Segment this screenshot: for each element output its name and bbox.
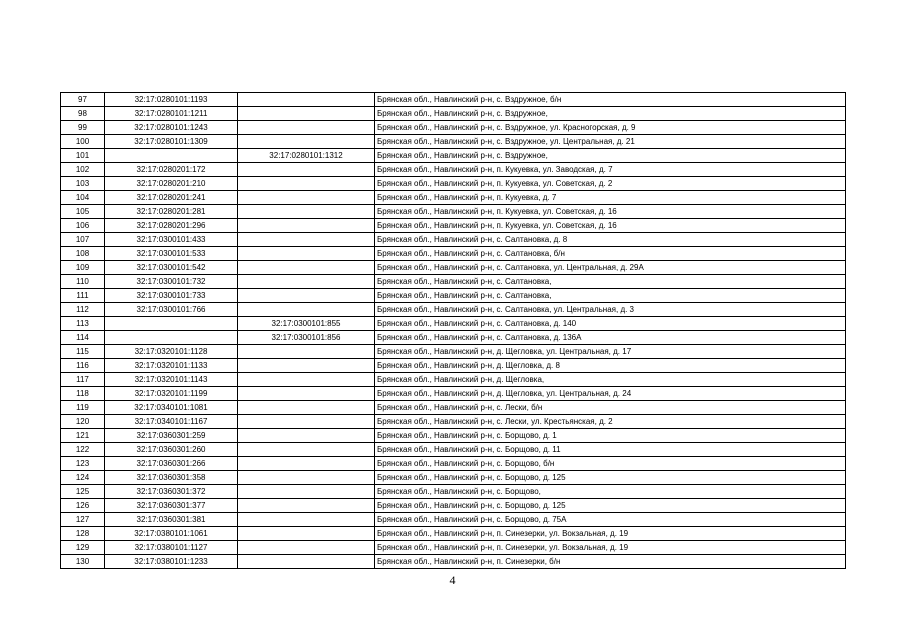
- cadastral-number-cell: 32:17:0340101:1167: [105, 415, 238, 429]
- row-number-cell: 127: [61, 513, 105, 527]
- row-number-cell: 104: [61, 191, 105, 205]
- address-cell: Брянская обл., Навлинский р-н, с. Борщово,: [375, 485, 846, 499]
- row-number-cell: 102: [61, 163, 105, 177]
- cadastral-number-alt-cell: [238, 219, 375, 233]
- row-number-cell: 97: [61, 93, 105, 107]
- table-row: [61, 415, 846, 429]
- cadastral-number-cell: 32:17:0360301:377: [105, 499, 238, 513]
- table-row: [61, 429, 846, 443]
- cadastral-number-cell: 32:17:0360301:266: [105, 457, 238, 471]
- row-number-cell: 123: [61, 457, 105, 471]
- row-number-cell: 120: [61, 415, 105, 429]
- cadastral-number-cell: 32:17:0280101:1309: [105, 135, 238, 149]
- row-number-cell: 100: [61, 135, 105, 149]
- address-cell: Брянская обл., Навлинский р-н, п. Синезерки, б/н: [375, 555, 846, 569]
- cadastral-number-cell: 32:17:0280201:210: [105, 177, 238, 191]
- cadastral-number-alt-cell: [238, 555, 375, 569]
- row-number-cell: 122: [61, 443, 105, 457]
- address-cell: Брянская обл., Навлинский р-н, д. Щегловка,: [375, 373, 846, 387]
- address-cell: Брянская обл., Навлинский р-н, с. Лески, ул. Крестьянская, д. 2: [375, 415, 846, 429]
- row-number-cell: 126: [61, 499, 105, 513]
- cadastral-number-cell: [105, 149, 238, 163]
- row-number-cell: 114: [61, 331, 105, 345]
- address-cell: Брянская обл., Навлинский р-н, п. Кукуевка, ул. Советская, д. 2: [375, 177, 846, 191]
- address-cell: Брянская обл., Навлинский р-н, п. Кукуевка, ул. Советская, д. 16: [375, 205, 846, 219]
- table-row: [61, 499, 846, 513]
- cadastral-number-cell: 32:17:0300101:733: [105, 289, 238, 303]
- table-row: [61, 93, 846, 107]
- cadastral-number-alt-cell: [238, 471, 375, 485]
- table-row: [61, 205, 846, 219]
- cadastral-number-cell: 32:17:0380101:1127: [105, 541, 238, 555]
- address-cell: Брянская обл., Навлинский р-н, с. Борщово, д. 11: [375, 443, 846, 457]
- table-row: [61, 289, 846, 303]
- cadastral-number-cell: 32:17:0300101:766: [105, 303, 238, 317]
- table-row: [61, 135, 846, 149]
- row-number-cell: 98: [61, 107, 105, 121]
- cadastral-number-alt-cell: [238, 163, 375, 177]
- cadastral-number-cell: 32:17:0340101:1081: [105, 401, 238, 415]
- address-cell: Брянская обл., Навлинский р-н, с. Вздружное,: [375, 149, 846, 163]
- address-cell: Брянская обл., Навлинский р-н, п. Синезерки, ул. Вокзальная, д. 19: [375, 527, 846, 541]
- cadastral-number-alt-cell: [238, 415, 375, 429]
- address-cell: Брянская обл., Навлинский р-н, с. Борщово, д. 1: [375, 429, 846, 443]
- cadastral-number-cell: 32:17:0300101:433: [105, 233, 238, 247]
- table-row: [61, 275, 846, 289]
- cadastral-number-cell: 32:17:0280201:241: [105, 191, 238, 205]
- cadastral-number-alt-cell: [238, 275, 375, 289]
- cadastral-number-alt-cell: [238, 345, 375, 359]
- cadastral-number-alt-cell: [238, 401, 375, 415]
- cadastral-number-cell: 32:17:0320101:1128: [105, 345, 238, 359]
- cadastral-number-alt-cell: [238, 429, 375, 443]
- address-cell: Брянская обл., Навлинский р-н, д. Щегловка, д. 8: [375, 359, 846, 373]
- cadastral-number-alt-cell: [238, 93, 375, 107]
- cadastral-number-cell: 32:17:0360301:381: [105, 513, 238, 527]
- address-cell: Брянская обл., Навлинский р-н, д. Щегловка, ул. Центральная, д. 24: [375, 387, 846, 401]
- cadastral-number-cell: 32:17:0380101:1061: [105, 527, 238, 541]
- table-row: [61, 555, 846, 569]
- cadastral-number-alt-cell: [238, 261, 375, 275]
- cadastral-number-cell: 32:17:0280201:296: [105, 219, 238, 233]
- address-cell: Брянская обл., Навлинский р-н, с. Борщово, д. 125: [375, 471, 846, 485]
- cadastral-number-alt-cell: [238, 443, 375, 457]
- page-number: 4: [449, 573, 456, 587]
- row-number-cell: 112: [61, 303, 105, 317]
- row-number-cell: 101: [61, 149, 105, 163]
- table-row: [61, 149, 846, 163]
- address-cell: Брянская обл., Навлинский р-н, п. Кукуевка, д. 7: [375, 191, 846, 205]
- cadastral-number-alt-cell: [238, 499, 375, 513]
- row-number-cell: 119: [61, 401, 105, 415]
- cadastral-number-cell: 32:17:0320101:1199: [105, 387, 238, 401]
- table-row: [61, 345, 846, 359]
- cadastral-number-cell: 32:17:0280101:1211: [105, 107, 238, 121]
- table-row: [61, 303, 846, 317]
- address-cell: Брянская обл., Навлинский р-н, с. Салтановка, д. 8: [375, 233, 846, 247]
- table-row: [61, 541, 846, 555]
- table-row: [61, 163, 846, 177]
- table-row: [61, 247, 846, 261]
- row-number-cell: 113: [61, 317, 105, 331]
- address-cell: Брянская обл., Навлинский р-н, с. Салтановка, д. 140: [375, 317, 846, 331]
- cadastral-number-cell: 32:17:0360301:259: [105, 429, 238, 443]
- cadastral-number-alt-cell: [238, 373, 375, 387]
- address-cell: Брянская обл., Навлинский р-н, с. Вздружное, ул. Красногорская, д. 9: [375, 121, 846, 135]
- row-number-cell: 124: [61, 471, 105, 485]
- cadastral-number-alt-cell: [238, 191, 375, 205]
- table-row: [61, 457, 846, 471]
- cadastral-number-alt-cell: [238, 247, 375, 261]
- cadastral-number-cell: 32:17:0280201:281: [105, 205, 238, 219]
- cadastral-number-alt-cell: 32:17:0280101:1312: [238, 149, 375, 163]
- address-cell: Брянская обл., Навлинский р-н, с. Салтановка,: [375, 275, 846, 289]
- cadastral-number-alt-cell: [238, 177, 375, 191]
- table-row: [61, 513, 846, 527]
- table-row: [61, 373, 846, 387]
- address-cell: Брянская обл., Навлинский р-н, с. Вздружное, б/н: [375, 93, 846, 107]
- cadastral-number-alt-cell: 32:17:0300101:856: [238, 331, 375, 345]
- table-row: [61, 121, 846, 135]
- cadastral-number-alt-cell: [238, 513, 375, 527]
- address-cell: Брянская обл., Навлинский р-н, п. Кукуевка, ул. Советская, д. 16: [375, 219, 846, 233]
- cadastral-number-alt-cell: [238, 121, 375, 135]
- row-number-cell: 106: [61, 219, 105, 233]
- address-cell: Брянская обл., Навлинский р-н, с. Борщово, д. 125: [375, 499, 846, 513]
- address-cell: Брянская обл., Навлинский р-н, д. Щегловка, ул. Центральная, д. 17: [375, 345, 846, 359]
- address-cell: Брянская обл., Навлинский р-н, с. Салтановка,: [375, 289, 846, 303]
- address-cell: Брянская обл., Навлинский р-н, с. Вздружное, ул. Центральная, д. 21: [375, 135, 846, 149]
- table-row: [61, 177, 846, 191]
- row-number-cell: 103: [61, 177, 105, 191]
- address-cell: Брянская обл., Навлинский р-н, с. Салтановка, д. 136А: [375, 331, 846, 345]
- row-number-cell: 108: [61, 247, 105, 261]
- table-row: [61, 107, 846, 121]
- row-number-cell: 115: [61, 345, 105, 359]
- cadastral-number-cell: 32:17:0300101:533: [105, 247, 238, 261]
- address-cell: Брянская обл., Навлинский р-н, с. Борщово, б/н: [375, 457, 846, 471]
- table-row: [61, 485, 846, 499]
- row-number-cell: 118: [61, 387, 105, 401]
- cadastral-number-alt-cell: [238, 289, 375, 303]
- cadastral-number-cell: 32:17:0320101:1143: [105, 373, 238, 387]
- address-cell: Брянская обл., Навлинский р-н, п. Синезерки, ул. Вокзальная, д. 19: [375, 541, 846, 555]
- table-row: [61, 219, 846, 233]
- cadastral-number-alt-cell: [238, 135, 375, 149]
- table-row: [61, 233, 846, 247]
- row-number-cell: 121: [61, 429, 105, 443]
- cadastral-number-alt-cell: [238, 541, 375, 555]
- cadastral-number-alt-cell: [238, 527, 375, 541]
- table-body: [61, 93, 846, 569]
- table-row: [61, 527, 846, 541]
- cadastral-number-cell: [105, 331, 238, 345]
- row-number-cell: 130: [61, 555, 105, 569]
- cadastral-number-alt-cell: [238, 359, 375, 373]
- row-number-cell: 107: [61, 233, 105, 247]
- row-number-cell: 117: [61, 373, 105, 387]
- row-number-cell: 99: [61, 121, 105, 135]
- row-number-cell: 116: [61, 359, 105, 373]
- table-row: [61, 401, 846, 415]
- table-row: [61, 359, 846, 373]
- row-number-cell: 129: [61, 541, 105, 555]
- cadastral-number-alt-cell: [238, 303, 375, 317]
- cadastral-number-cell: 32:17:0360301:358: [105, 471, 238, 485]
- row-number-cell: 110: [61, 275, 105, 289]
- table-row: [61, 443, 846, 457]
- cadastral-number-cell: 32:17:0280101:1193: [105, 93, 238, 107]
- address-cell: Брянская обл., Навлинский р-н, с. Вздружное,: [375, 107, 846, 121]
- row-number-cell: 105: [61, 205, 105, 219]
- cadastral-number-cell: 32:17:0320101:1133: [105, 359, 238, 373]
- address-cell: Брянская обл., Навлинский р-н, с. Салтановка, б/н: [375, 247, 846, 261]
- cadastral-number-cell: [105, 317, 238, 331]
- cadastral-number-alt-cell: [238, 107, 375, 121]
- address-cell: Брянская обл., Навлинский р-н, с. Салтановка, ул. Центральная, д. 29А: [375, 261, 846, 275]
- address-cell: Брянская обл., Навлинский р-н, с. Борщово, д. 75А: [375, 513, 846, 527]
- cadastral-number-cell: 32:17:0360301:372: [105, 485, 238, 499]
- cadastral-number-alt-cell: [238, 485, 375, 499]
- address-cell: Брянская обл., Навлинский р-н, п. Кукуевка, ул. Заводская, д. 7: [375, 163, 846, 177]
- cadastral-number-cell: 32:17:0280101:1243: [105, 121, 238, 135]
- cadastral-number-alt-cell: 32:17:0300101:855: [238, 317, 375, 331]
- table-row: [61, 317, 846, 331]
- cadastral-number-alt-cell: [238, 233, 375, 247]
- table-row: [61, 261, 846, 275]
- cadastral-number-alt-cell: [238, 205, 375, 219]
- address-cell: Брянская обл., Навлинский р-н, с. Лески, б/н: [375, 401, 846, 415]
- cadastral-number-cell: 32:17:0360301:260: [105, 443, 238, 457]
- cadastral-number-cell: 32:17:0380101:1233: [105, 555, 238, 569]
- cadastral-number-alt-cell: [238, 387, 375, 401]
- address-cell: Брянская обл., Навлинский р-н, с. Салтановка, ул. Центральная, д. 3: [375, 303, 846, 317]
- cadastral-number-cell: 32:17:0280201:172: [105, 163, 238, 177]
- cadastral-table: [60, 92, 846, 569]
- row-number-cell: 111: [61, 289, 105, 303]
- row-number-cell: 109: [61, 261, 105, 275]
- row-number-cell: 128: [61, 527, 105, 541]
- table-row: [61, 331, 846, 345]
- table-row: [61, 471, 846, 485]
- cadastral-number-alt-cell: [238, 457, 375, 471]
- cadastral-number-cell: 32:17:0300101:732: [105, 275, 238, 289]
- table-row: [61, 191, 846, 205]
- table-row: [61, 387, 846, 401]
- cadastral-number-cell: 32:17:0300101:542: [105, 261, 238, 275]
- row-number-cell: 125: [61, 485, 105, 499]
